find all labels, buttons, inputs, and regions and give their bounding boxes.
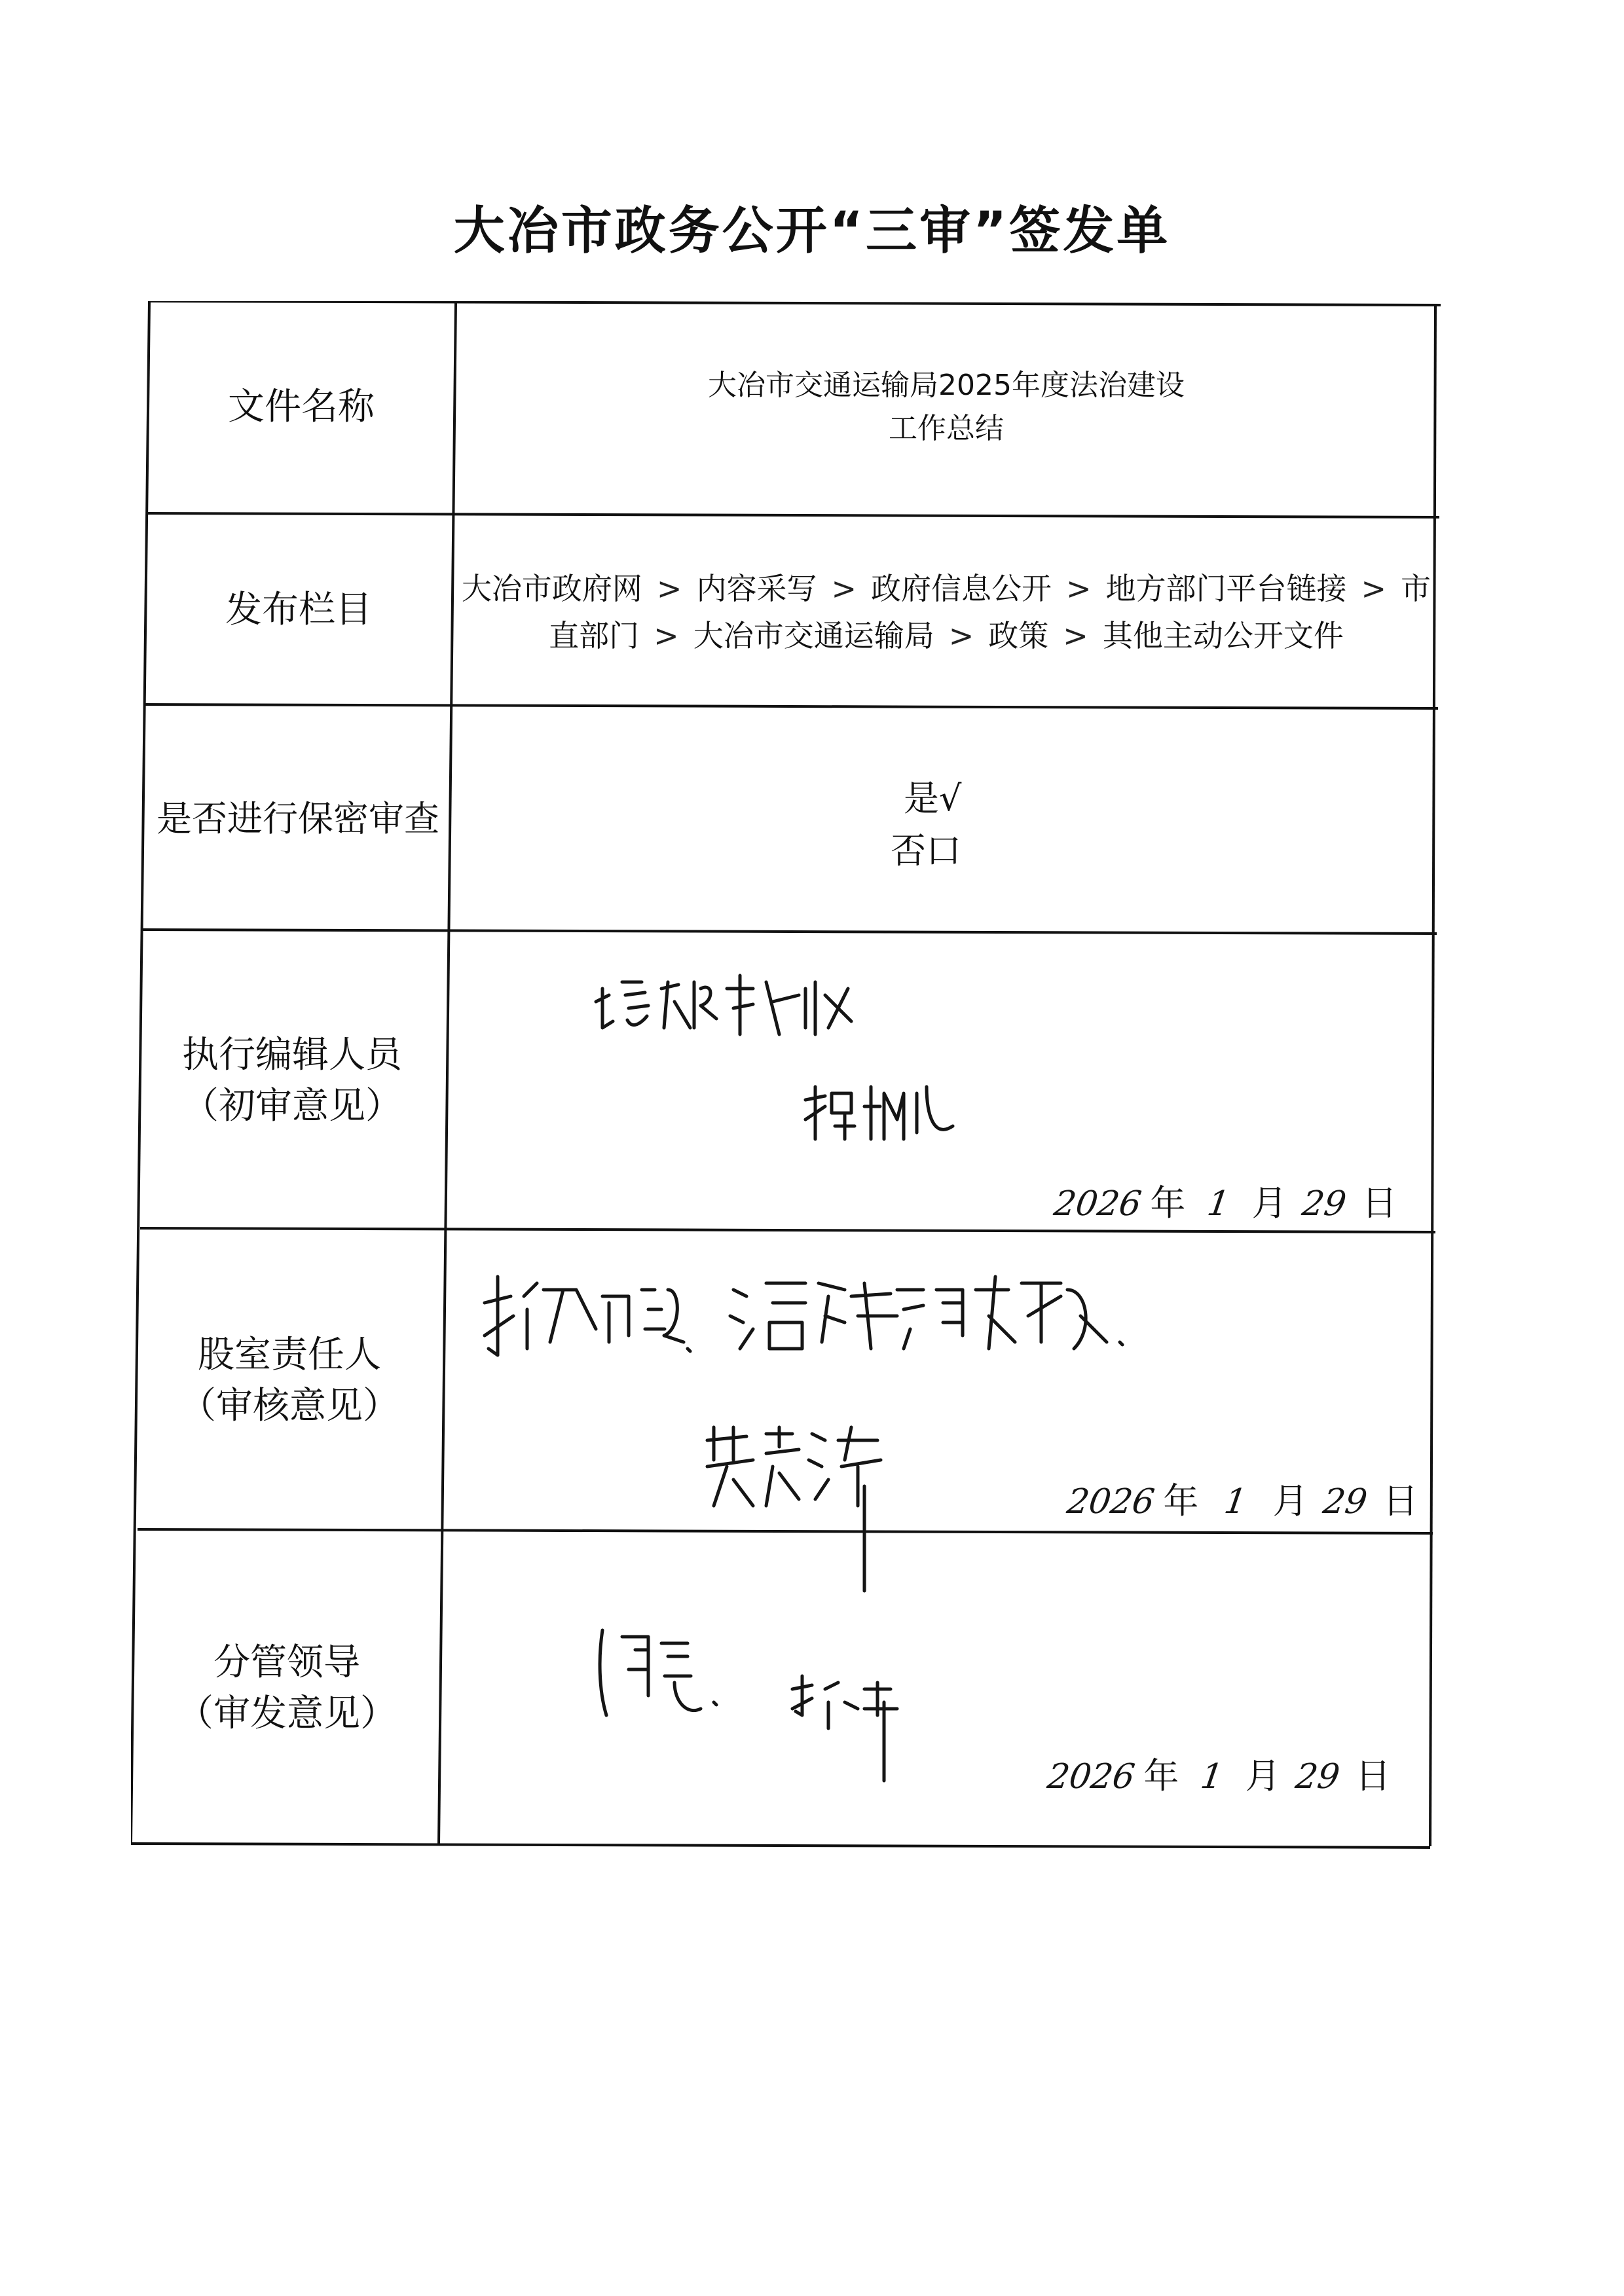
- breadcrumb-item: 其他主动公开文件: [1102, 618, 1344, 653]
- leader-label-line-1: 分管领导: [213, 1641, 360, 1684]
- chevron-right-icon: >: [948, 618, 974, 653]
- breadcrumb-item: 政策: [988, 618, 1049, 653]
- file-name-line-2: 工作总结: [888, 412, 1004, 445]
- sign-off-table: [131, 301, 1441, 1872]
- breadcrumb-item: 市直部门: [549, 571, 1431, 653]
- breadcrumb-item: 内容采写: [696, 571, 817, 606]
- leader-label: [136, 1532, 437, 1845]
- editor-signature: [799, 1074, 969, 1155]
- breadcrumb-item: 地方部门平台链接: [1105, 571, 1347, 606]
- section-head-label-line-1: 股室责任人: [198, 1334, 381, 1376]
- confidential-no-option: 否口: [891, 830, 961, 871]
- column-breadcrumb: [458, 517, 1434, 707]
- file-name-value: [458, 301, 1434, 513]
- editor-label: [141, 932, 443, 1230]
- leader-opinion-handwriting: [589, 1617, 760, 1731]
- chevron-right-icon: >: [1361, 571, 1387, 606]
- chevron-right-icon: >: [831, 571, 857, 606]
- chevron-right-icon: >: [1066, 571, 1092, 606]
- editor-date: 2026 年 1 月 29 日: [1051, 1182, 1397, 1224]
- leader-label-line-2: （审发意见）: [177, 1692, 397, 1735]
- column-label: 发布栏目: [225, 589, 372, 631]
- section-head-opinion-handwriting: [471, 1264, 1257, 1371]
- confidential-yes-option: 是√: [904, 778, 962, 819]
- chevron-right-icon: >: [656, 571, 682, 606]
- leader-date: 2026 年 1 月 29 日: [1044, 1755, 1391, 1796]
- chevron-right-icon: >: [654, 618, 679, 653]
- form-title: 大冶市政务公开“三审”签发单: [453, 202, 1171, 261]
- breadcrumb-item: 大冶市政府网: [461, 571, 642, 606]
- section-head-date: 2026 年 1 月 29 日: [1064, 1480, 1418, 1522]
- chevron-right-icon: >: [1063, 618, 1088, 653]
- leader-signature: [786, 1663, 930, 1796]
- section-head-label: [139, 1231, 440, 1531]
- editor-label-line-2: （初审意见）: [182, 1085, 402, 1127]
- breadcrumb-item: 大冶市交通运输局: [693, 618, 934, 653]
- editor-opinion-handwriting: [589, 962, 917, 1050]
- file-name-label: 文件名称: [228, 386, 375, 428]
- file-name-line-1: 大冶市交通运输局2025年度法治建设: [708, 369, 1185, 402]
- confidential-review-label: 是否进行保密审查: [157, 798, 439, 839]
- editor-label-line-1: 执行编辑人员: [182, 1034, 402, 1076]
- section-head-signature: [701, 1414, 917, 1600]
- section-head-label-line-2: （审核意见）: [179, 1385, 399, 1427]
- breadcrumb-item: 政府信息公开: [871, 571, 1052, 606]
